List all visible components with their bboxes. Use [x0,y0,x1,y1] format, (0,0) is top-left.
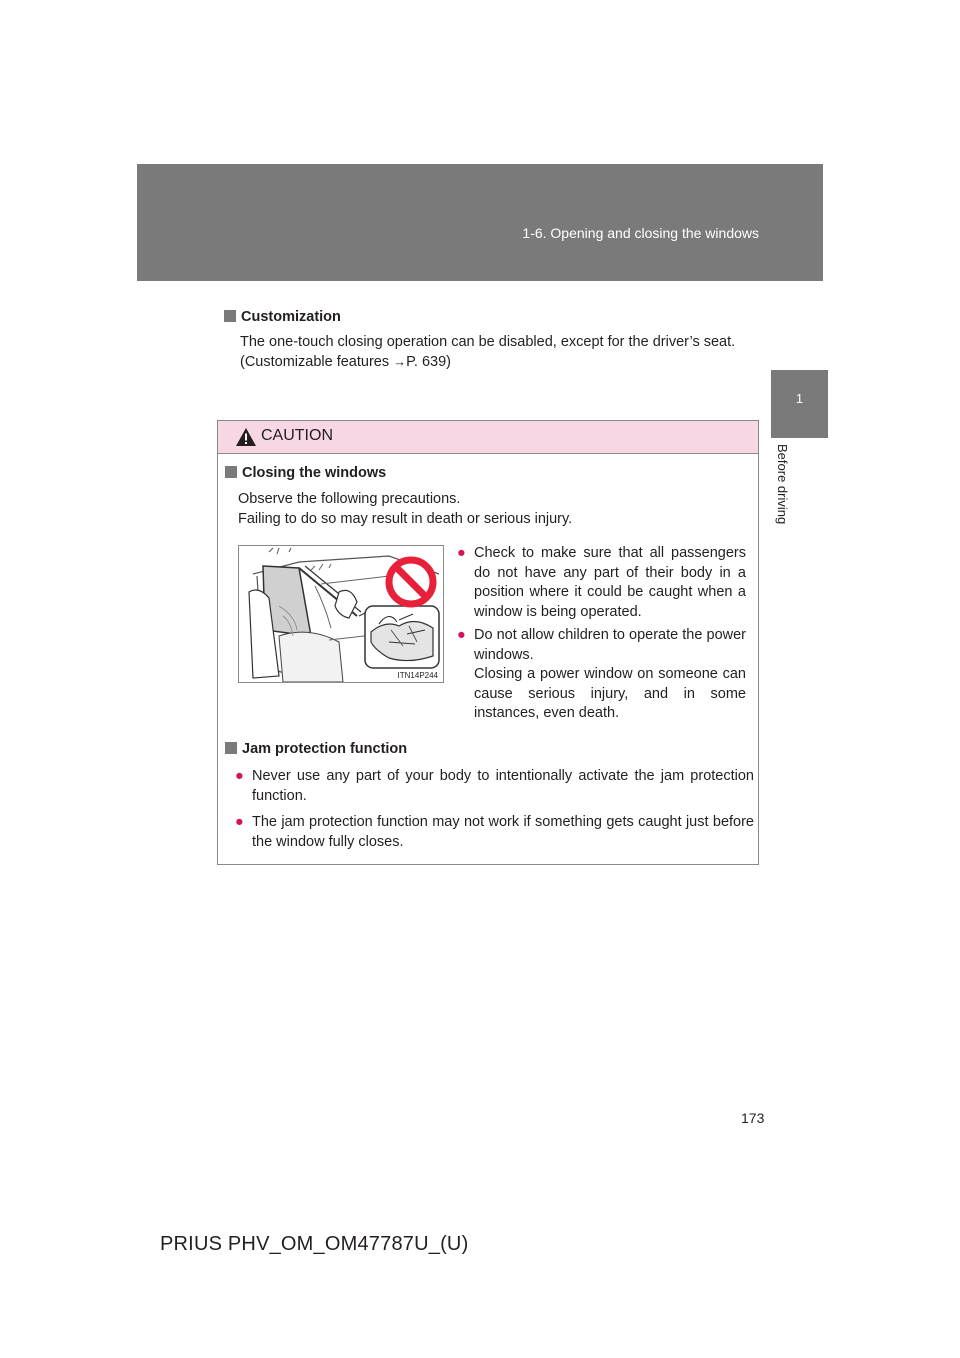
caution-bullet-passengers: ● Check to make sure that all passengers do not have any part of their body in a position where it could be caught when a window is being operated. [457,545,746,620]
customization-heading: Customization [224,309,341,325]
customization-text: The one-touch closing operation can be disabled, except for the driver’s seat. [240,334,736,350]
warning-triangle-icon [235,427,257,447]
chapter-number: 1 [795,391,804,406]
square-bullet-icon [225,466,237,478]
page-reference-link[interactable]: P. 639) [406,354,452,370]
header-band [137,164,823,281]
caution-title: CAUTION [261,427,333,444]
car-window-drawing [239,546,443,682]
caution-box [217,420,759,865]
footer-document-id: PRIUS PHV_OM_OM47787U_(U) [160,1233,469,1255]
square-bullet-icon [225,742,237,754]
window-safety-illustration [238,545,444,683]
jam-bullet-body-parts: ● Never use any part of your body to intentionally activate the jam protection function. [235,768,754,804]
jam-protection-heading: Jam protection function [225,741,407,757]
chapter-label: Before driving [775,444,790,525]
round-bullet-icon: ● [235,814,244,830]
page-number: 173 [741,1110,765,1126]
closing-windows-heading: Closing the windows [225,465,386,481]
section-title: 1-6. Opening and closing the windows [522,225,759,241]
arrow-right-icon: → [393,354,407,369]
chapter-tab [771,370,828,438]
caution-bullet-children: ● Do not allow children to operate the power windows. Closing a power window on someone can cause serious injury, and in some instances, even death. [457,627,746,721]
jam-bullet-may-not-work: ● The jam protection function may not work if something gets caught just before the window fully closes. [235,814,754,850]
illustration-code: ITN14P244 [397,671,438,680]
customization-reference: (Customizable features →P. 639) [240,354,452,370]
round-bullet-icon: ● [457,545,466,561]
caution-header [218,421,758,454]
round-bullet-icon: ● [457,627,466,643]
closing-windows-intro: Observe the following precautions. Failing to do so may result in death or serious injury. [238,491,573,527]
customization-body [240,332,752,372]
round-bullet-icon: ● [235,768,244,784]
square-bullet-icon [224,310,236,322]
